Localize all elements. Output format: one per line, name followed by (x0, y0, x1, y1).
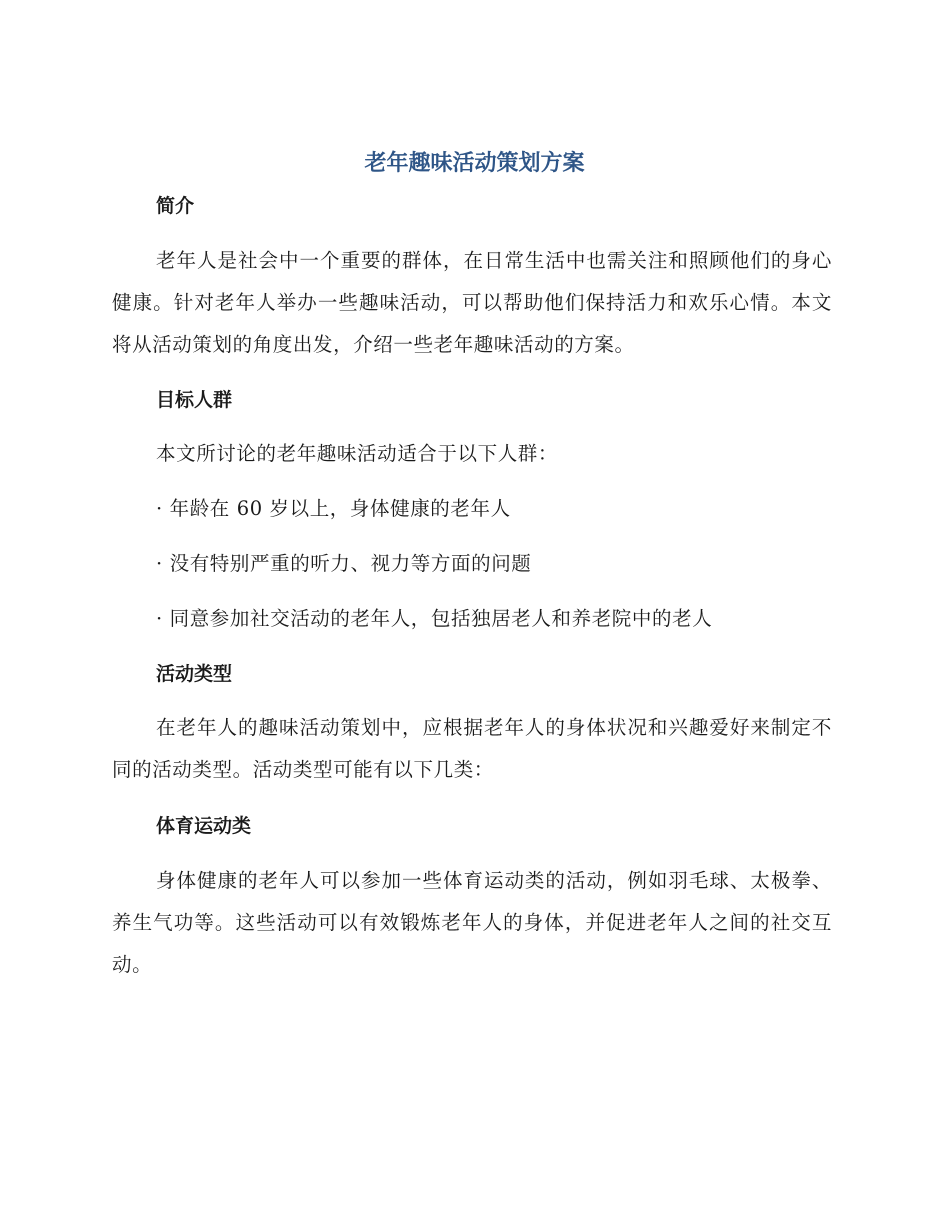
target-bullet-2: · 没有特别严重的听力、视力等方面的问题 (156, 552, 532, 575)
sports-paragraph: 身体健康的老年人可以参加一些体育运动类的活动，例如羽毛球、太极拳、养生气功等。这些活动可以有效锻炼老年人的身体，并促进老年人之间的社交互动。 (112, 869, 832, 976)
heading-types: 活动类型 (156, 663, 233, 685)
heading-sports: 体育运动类 (156, 815, 252, 837)
target-lead: 本文所讨论的老年趣味活动适合于以下人群： (156, 442, 559, 465)
target-bullet-3: · 同意参加社交活动的老年人，包括独居老人和养老院中的老人 (156, 607, 713, 630)
document-title: 老年趣味活动策划方案 (364, 151, 585, 176)
types-paragraph: 在老年人的趣味活动策划中，应根据老年人的身体状况和兴趣爱好来制定不同的活动类型。活动类型可能有以下几类： (112, 716, 832, 781)
intro-paragraph: 老年人是社会中一个重要的群体，在日常生活中也需关注和照顾他们的身心健康。针对老年人举办一些趣味活动，可以帮助他们保持活力和欢乐心情。本文将从活动策划的角度出发，介绍一些老年趣味活动的方案。 (112, 249, 832, 356)
target-bullet-1: · 年龄在 60 岁以上，身体健康的老年人 (156, 497, 511, 520)
heading-target: 目标人群 (156, 389, 233, 411)
heading-intro: 简介 (156, 195, 195, 217)
